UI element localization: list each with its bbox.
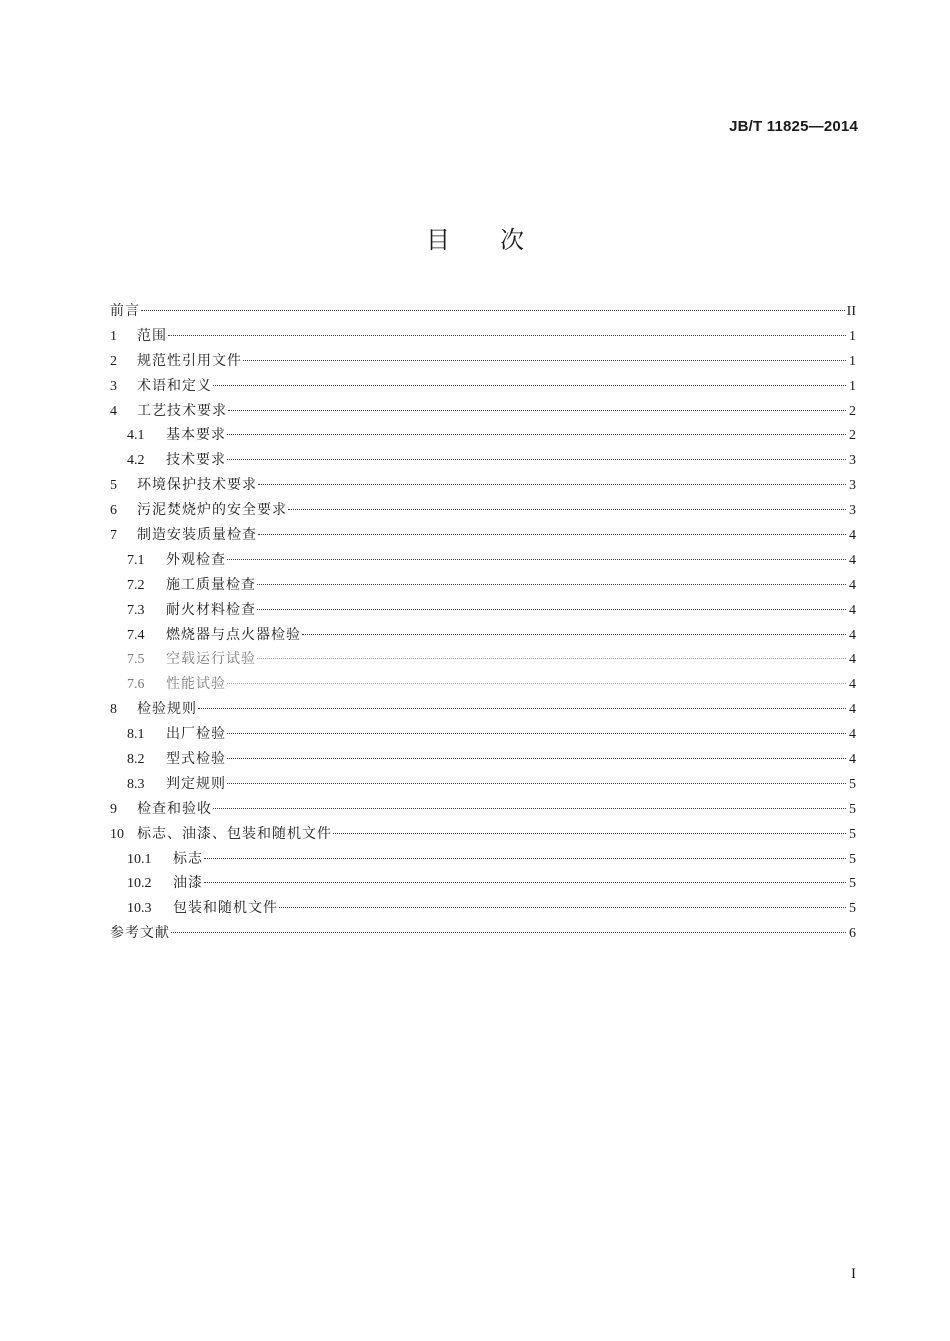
- dot-leader: [228, 410, 846, 411]
- dot-leader: [279, 907, 846, 908]
- toc-entry-text: 性能试验: [166, 676, 226, 693]
- dot-leader: [257, 584, 846, 585]
- toc-entry-number: 7.3: [127, 602, 145, 618]
- dot-leader: [227, 434, 846, 435]
- toc-entry-page: 3: [849, 478, 856, 494]
- dot-leader: [171, 932, 846, 933]
- toc-entry-page: 4: [849, 528, 856, 544]
- toc-entry-8-1[interactable]: [110, 723, 856, 748]
- toc-entry-page: 4: [849, 652, 856, 668]
- toc-entry-text: 外观检查: [166, 551, 226, 568]
- toc-entry-number: 4.1: [127, 428, 145, 444]
- toc-entry-10-2[interactable]: [110, 872, 856, 897]
- toc-entry-number: 7.6: [127, 677, 145, 693]
- toc-entry-text: 基本要求: [166, 427, 226, 444]
- toc-entry-text: 空载运行试验: [166, 651, 256, 668]
- toc-entry-page: 5: [849, 851, 856, 867]
- toc-entry-text: 检查和验收: [137, 800, 212, 817]
- page-number: I: [851, 1266, 856, 1282]
- toc-entry-2[interactable]: [110, 350, 856, 375]
- toc-entry-text: 型式检验: [166, 751, 226, 768]
- toc-entry-number: 9: [110, 801, 117, 817]
- toc-entry-7-2[interactable]: [110, 574, 856, 599]
- toc-entry-5[interactable]: [110, 474, 856, 499]
- toc-entry-text: 油漆: [173, 875, 203, 892]
- toc-entry-text: 检验规则: [137, 701, 197, 718]
- dot-leader: [243, 360, 846, 361]
- dot-leader: [198, 708, 846, 709]
- toc-entry-text: 术语和定义: [137, 377, 212, 394]
- dot-leader: [288, 509, 846, 510]
- dot-leader: [227, 559, 846, 560]
- toc-entry-7[interactable]: [110, 524, 856, 549]
- toc-title: 目次: [426, 226, 574, 254]
- toc-entry-7-4[interactable]: [110, 624, 856, 649]
- table-of-contents: [110, 300, 856, 947]
- document-code: JB/T 11825—2014: [729, 118, 858, 135]
- toc-entry-page: 3: [849, 453, 856, 469]
- toc-entry-9[interactable]: [110, 798, 856, 823]
- toc-entry-text: 包装和随机文件: [173, 900, 278, 917]
- dot-leader: [258, 534, 846, 535]
- toc-entry-number: 7.2: [127, 577, 145, 593]
- toc-entry-text: 参考文献: [110, 925, 170, 942]
- toc-entry-8-2[interactable]: [110, 748, 856, 773]
- dot-leader: [302, 634, 846, 635]
- toc-entry-page: 5: [849, 826, 856, 842]
- dot-leader: [258, 484, 846, 485]
- toc-entry-4[interactable]: [110, 400, 856, 425]
- toc-entry-text: 污泥焚烧炉的安全要求: [137, 502, 287, 519]
- toc-entry-7-5[interactable]: [110, 648, 856, 673]
- toc-entry-text: 耐火材料检查: [166, 601, 256, 618]
- toc-entry-number: 8.1: [127, 727, 145, 743]
- toc-entry-page: 5: [849, 901, 856, 917]
- toc-entry-number: 10: [110, 826, 124, 842]
- toc-entry-foreword[interactable]: [110, 300, 856, 325]
- toc-entry-10-3[interactable]: [110, 897, 856, 922]
- toc-entry-text: 燃烧器与点火器检验: [166, 626, 301, 643]
- dot-leader: [257, 658, 846, 659]
- toc-entry-6[interactable]: [110, 499, 856, 524]
- toc-entry-page: 4: [849, 727, 856, 743]
- toc-entry-page: 4: [849, 627, 856, 643]
- toc-entry-4-2[interactable]: [110, 449, 856, 474]
- dot-leader: [333, 833, 846, 834]
- toc-entry-page: 2: [849, 428, 856, 444]
- toc-entry-page: 6: [849, 926, 856, 942]
- toc-entry-10[interactable]: [110, 823, 856, 848]
- toc-entry-number: 8.3: [127, 776, 145, 792]
- dot-leader: [141, 310, 845, 311]
- toc-entry-7-3[interactable]: [110, 599, 856, 624]
- toc-entry-8[interactable]: [110, 698, 856, 723]
- toc-entry-text: 标志、油漆、包装和随机文件: [137, 825, 332, 842]
- dot-leader: [213, 808, 846, 809]
- toc-entry-1[interactable]: [110, 325, 856, 350]
- toc-entry-text: 范围: [137, 327, 167, 344]
- toc-entry-7-6[interactable]: [110, 673, 856, 698]
- dot-leader: [227, 783, 846, 784]
- toc-entry-text: 技术要求: [166, 452, 226, 469]
- dot-leader: [227, 733, 846, 734]
- toc-entry-page: 4: [849, 702, 856, 718]
- toc-entry-page: 4: [849, 577, 856, 593]
- toc-entry-text: 规范性引用文件: [137, 352, 242, 369]
- toc-entry-number: 10.2: [127, 876, 152, 892]
- toc-entry-page: 1: [849, 378, 856, 394]
- toc-entry-bibliography[interactable]: [110, 922, 856, 947]
- toc-entry-number: 10.3: [127, 901, 152, 917]
- toc-entry-number: 7.1: [127, 552, 145, 568]
- toc-entry-number: 10.1: [127, 851, 152, 867]
- toc-entry-page: II: [846, 304, 856, 319]
- toc-entry-number: 8: [110, 702, 117, 718]
- toc-entry-text: 施工质量检查: [166, 576, 256, 593]
- toc-entry-text: 环境保护技术要求: [137, 477, 257, 494]
- toc-entry-number: 5: [110, 478, 117, 494]
- toc-entry-number: 3: [110, 378, 117, 394]
- toc-entry-page: 5: [849, 776, 856, 792]
- toc-entry-4-1[interactable]: [110, 424, 856, 449]
- toc-entry-number: 4: [110, 403, 117, 419]
- toc-entry-number: 7.5: [127, 652, 145, 668]
- toc-entry-8-3[interactable]: [110, 773, 856, 798]
- toc-entry-text: 标志: [173, 850, 203, 867]
- toc-entry-text: 前言: [110, 303, 140, 319]
- toc-entry-page: 4: [849, 677, 856, 693]
- toc-entry-10-1[interactable]: [110, 848, 856, 873]
- dot-leader: [227, 758, 846, 759]
- toc-entry-page: 4: [849, 752, 856, 768]
- toc-entry-number: 7: [110, 528, 117, 544]
- toc-entry-number: 6: [110, 503, 117, 519]
- dot-leader: [227, 459, 846, 460]
- toc-entry-page: 4: [849, 552, 856, 568]
- dot-leader: [257, 609, 846, 610]
- toc-entry-number: 4.2: [127, 453, 145, 469]
- toc-entry-text: 工艺技术要求: [137, 402, 227, 419]
- toc-entry-page: 1: [849, 328, 856, 344]
- toc-entry-page: 4: [849, 602, 856, 618]
- toc-entry-page: 5: [849, 801, 856, 817]
- toc-entry-text: 制造安装质量检查: [137, 527, 257, 544]
- toc-entry-page: 3: [849, 503, 856, 519]
- toc-entry-3[interactable]: [110, 375, 856, 400]
- toc-entry-number: 7.4: [127, 627, 145, 643]
- toc-entry-number: 2: [110, 353, 117, 369]
- toc-entry-page: 2: [849, 403, 856, 419]
- dot-leader: [168, 335, 846, 336]
- toc-entry-page: 5: [849, 876, 856, 892]
- toc-entry-7-1[interactable]: [110, 549, 856, 574]
- dot-leader: [204, 858, 846, 859]
- toc-entry-number: 1: [110, 328, 117, 344]
- dot-leader: [204, 882, 846, 883]
- toc-entry-text: 判定规则: [166, 775, 226, 792]
- toc-entry-text: 出厂检验: [166, 726, 226, 743]
- dot-leader: [213, 385, 846, 386]
- dot-leader: [227, 683, 846, 684]
- toc-entry-page: 1: [849, 353, 856, 369]
- toc-entry-number: 8.2: [127, 752, 145, 768]
